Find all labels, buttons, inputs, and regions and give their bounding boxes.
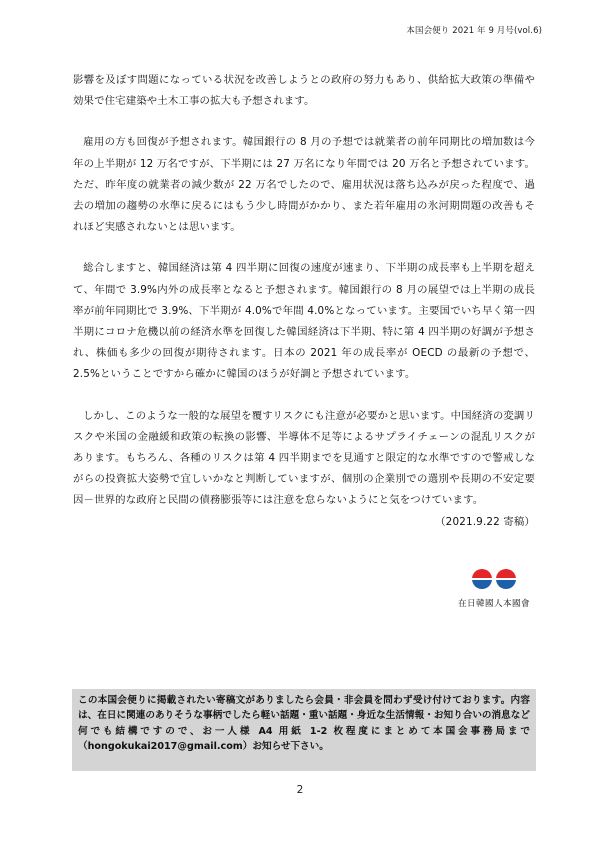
logo-right-circle — [496, 569, 516, 589]
paragraph-1-text: 影響を及ぼす問題になっている状況を改善しようとの政府の努力もあり、供給拡大政策の準備や効果で住宅建築や土木工事の拡大も予想されます。 — [73, 74, 535, 108]
paragraph-4 — [73, 406, 535, 533]
organization-name: 在日韓國人本國會 — [458, 599, 530, 609]
logo-left-circle — [472, 569, 492, 589]
paragraph-3-text: 総合しますと、韓国経済は第 4 四半期に回復の速度が速まり、下半期の成長率も上半期を超えて、年間で 3.9%内外の成長率となると予想されます。韓国銀行の 8 月の展望では上半期の成長率が前年同期比で 3.9%、下半期が 4.0%で年間 4.0%となっています。主要国でいち早く第一四半期にコロナ危機以前の経済水準を回復した韓国経済は下半期、特に第 4 四半期の好調が予想され、株価も多少の回復が期待されます。日本の 2021 年の成長率が OECD の最新の予想で、2.5%ということですから確かに韓国のほうが好調と予想されています。 — [73, 262, 535, 381]
paragraph-3 — [73, 258, 535, 385]
page-header: 本国会便り 2021 年 9 月号(vol.6) — [406, 26, 542, 36]
page-number: 2 — [296, 784, 304, 796]
logo-emblem-icon — [469, 566, 519, 592]
paragraph-2-text: 雇用の方も回復が予想されます。韓国銀行の 8 月の予想では就業者の前年同期比の増加数は今年の上半期が 12 万名ですが、下半期には 27 万名になり年間では 20 万名と予想されています。ただ、昨年度の就業者の減少数が 22 万名でしたので、雇用状況は落ち込みが戻った程度で、過去の増加の趨勢の水準に戻るにはもう少し時間がかかり、また若年雇用の氷河期問題の改善もそれほど実感されないとは思います。 — [73, 136, 535, 234]
article-body — [73, 70, 535, 553]
submission-notice: この本国会便りに掲載されたい寄稿文がありましたら会員・非会員を問わず受け付けております。内容は、在日に関連のありそうな事柄でしたら軽い話題・重い話題・身近な生活情報・お知り合いの消息など何でも結構ですので、お一人様 A4 用紙 1-2 枚程度にまとめて本国会事務局まで（hongokukai2017@gmail.com）お知らせ下さい。 — [72, 689, 536, 771]
paragraph-1 — [73, 70, 535, 112]
organization-logo — [454, 566, 534, 609]
paragraph-2 — [73, 132, 535, 238]
paragraph-4-text: しかし、このような一般的な展望を覆すリスクにも注意が必要かと思います。中国経済の変調リスクや米国の金融緩和政策の転換の影響、半導体不足等によるサプライチェーンの混乱リスクがあります。もちろん、各種のリスクは第 4 四半期までを見通すと限定的な水準ですので警戒しながらの投資拡大姿勢で宜しいかなと判断していますが、個別の企業別での選別や長期の不安定要因－世界的な政府と民間の債務膨張等には注意を怠らないようにと気をつけています。 — [73, 409, 535, 507]
contribution-date: （2021.9.22 寄稿） — [435, 515, 535, 528]
